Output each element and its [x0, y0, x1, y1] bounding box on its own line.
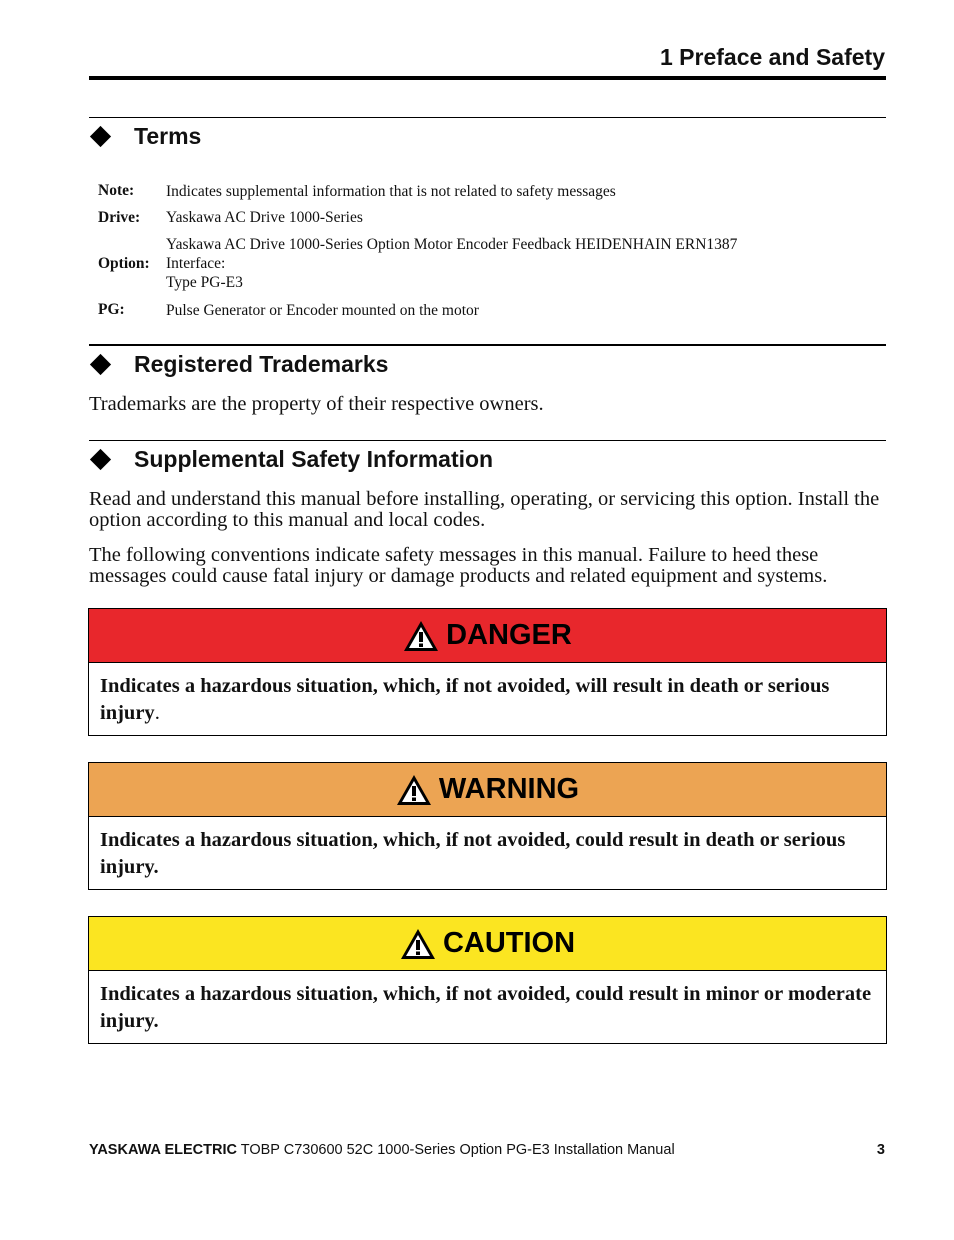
warning-triangle-icon [396, 774, 432, 806]
page-number: 3 [876, 1142, 885, 1158]
term-value [166, 235, 737, 292]
term-row-pg [98, 296, 737, 324]
caution-box [88, 916, 887, 1044]
diamond-bullet-icon [90, 449, 111, 470]
caution-label: CAUTION [442, 927, 576, 959]
safety-paragraph-1: Read and understand this manual before installing, operating, or servicing this option. Install the option according to this manual and local codes. [89, 488, 880, 531]
caution-banner [89, 917, 886, 971]
section-divider-trademarks [89, 344, 886, 346]
footer-doc-title: TOBP C730600 52C 1000-Series Option PG-E3 Installation Manual [236, 1142, 675, 1158]
section-heading-trademarks [90, 351, 388, 378]
term-row-note [98, 178, 737, 204]
trademarks-text: Trademarks are the property of their respective owners. [89, 393, 544, 415]
footer-brand: YASKAWA ELECTRIC [89, 1142, 237, 1158]
danger-message-period: . [154, 702, 160, 724]
term-value: Indicates supplemental information that is not related to safety messages [166, 182, 616, 200]
diamond-bullet-icon [90, 354, 111, 375]
section-divider-terms [89, 117, 886, 118]
term-row-option [98, 231, 737, 296]
term-key: Note: [98, 182, 135, 199]
danger-box [88, 608, 887, 736]
danger-message [89, 663, 886, 735]
terms-table [98, 178, 737, 324]
term-key: PG: [98, 301, 125, 318]
warning-message: Indicates a hazardous situation, which, if not avoided, could result in death or serious injury. [100, 829, 846, 878]
term-value-line: Type PG-E3 [166, 274, 243, 291]
term-key: Option: [98, 254, 150, 272]
diamond-bullet-icon [90, 126, 111, 147]
danger-banner [89, 609, 886, 663]
danger-message-text: Indicates a hazardous situation, which, if not avoided, will result in death or serious injury [100, 675, 830, 724]
term-value: Yaskawa AC Drive 1000-Series [166, 209, 363, 226]
term-value-line: Interface: [166, 255, 226, 272]
warning-box [88, 762, 887, 890]
term-row-drive [98, 204, 737, 231]
danger-label: DANGER [446, 619, 572, 651]
term-value: Pulse Generator or Encoder mounted on the motor [166, 301, 479, 319]
term-value-line: Yaskawa AC Drive 1000-Series Option Motor Encoder Feedback HEIDENHAIN ERN1387 [166, 236, 738, 253]
warning-triangle-icon [403, 620, 439, 652]
section-title-terms: Terms [134, 123, 202, 149]
section-divider-safety [89, 440, 886, 441]
chapter-title: 1 Preface and Safety [659, 44, 885, 70]
header-rule [89, 76, 886, 80]
footer [89, 1142, 675, 1158]
warning-label: WARNING [438, 773, 580, 805]
safety-paragraph-2: The following conventions indicate safety messages in this manual. Failure to heed these messages could cause fatal injury or damage products and related equipment and systems. [89, 544, 828, 587]
section-title-trademarks: Registered Trademarks [134, 351, 389, 377]
term-key: Drive: [98, 208, 141, 226]
warning-triangle-icon [400, 928, 436, 960]
caution-message: Indicates a hazardous situation, which, if not avoided, could result in minor or moderate injury. [100, 983, 872, 1032]
section-heading-safety [90, 446, 493, 473]
warning-banner [89, 763, 886, 817]
section-title-safety: Supplemental Safety Information [134, 446, 494, 472]
section-heading-terms [90, 123, 201, 150]
